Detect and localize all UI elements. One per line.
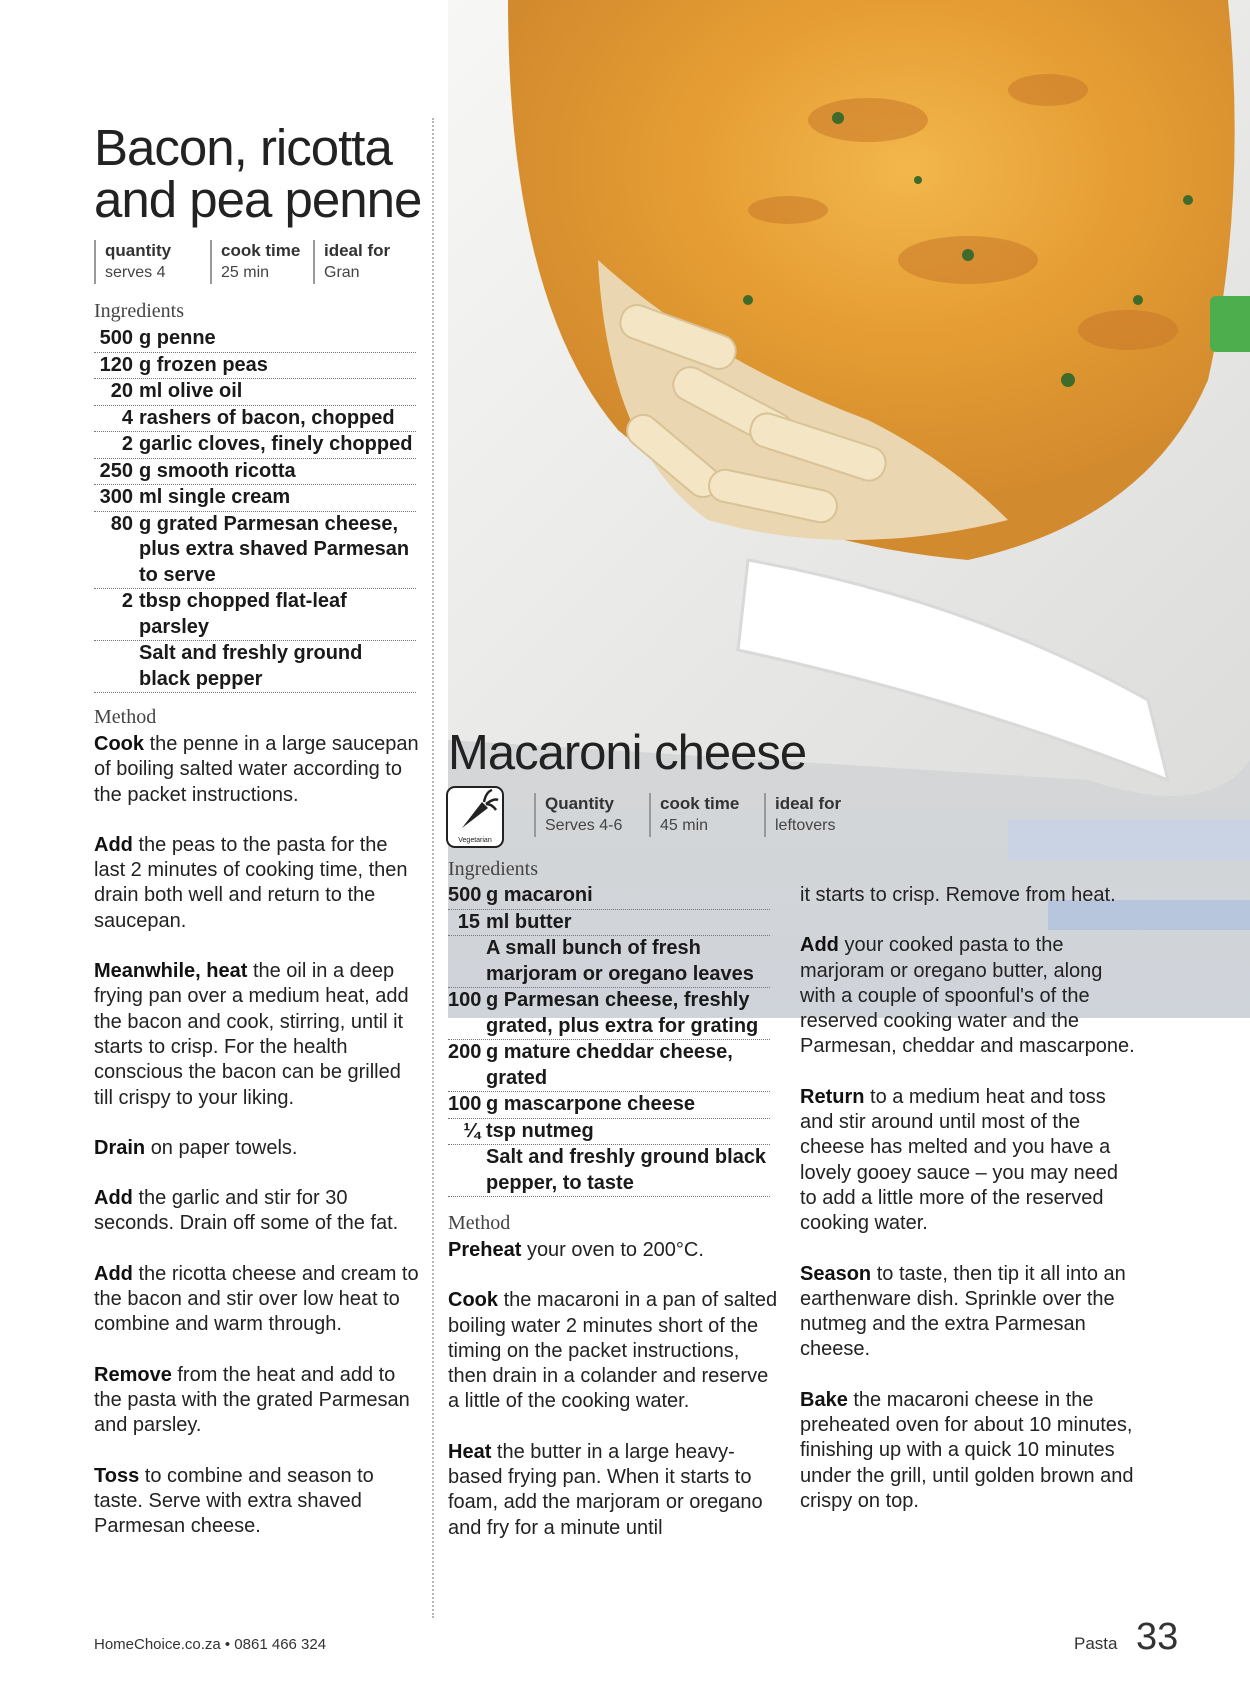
recipe1-meta-cooktime: cook time 25 min [210, 240, 313, 284]
ingredient-item: 200 g mature cheddar cheese, grated [448, 1040, 770, 1092]
method-step: it starts to crisp. Remove from heat. [800, 884, 1116, 906]
ingredient-item: 500 g penne [94, 326, 416, 353]
method-step: Preheat your oven to 200°C. [448, 1239, 704, 1261]
recipe1-ingredients-label: Ingredients [94, 300, 184, 322]
ingredient-item: 120 g frozen peas [94, 353, 416, 380]
recipe1-meta-idealfor: ideal for Gran [313, 240, 413, 284]
method-step: Heat the butter in a large heavy-based frying pan. When it starts to foam, add the marjoram or oregano and fry for a minute until [448, 1440, 763, 1539]
method-step: Bake the macaroni cheese in the preheated oven for about 10 minutes, finishing up with a quick 10 minutes under the grill, until golden brown and crispy on top. [800, 1388, 1134, 1512]
vegetarian-badge: Vegetarian [446, 786, 504, 848]
section-tab [1210, 296, 1250, 352]
recipe1-method-label: Method [94, 706, 157, 728]
ingredient-item: 100 g Parmesan cheese, freshly grated, plus extra for grating [448, 988, 770, 1040]
recipe2-meta-cooktime: cook time 45 min [649, 793, 764, 837]
method-step: Add the garlic and stir for 30 seconds. Drain off some of the fat. [94, 1187, 399, 1235]
recipe2-method-col1 [448, 1238, 778, 1566]
recipe1-ingredients [94, 326, 416, 693]
method-step: Add the ricotta cheese and cream to the bacon and stir over low heat to combine and warm through. [94, 1262, 419, 1336]
ingredient-item: 500 g macaroni [448, 883, 770, 910]
macaroni-photo [448, 0, 1250, 1018]
recipe1-meta [94, 240, 413, 284]
ingredient-item: 15 ml butter [448, 910, 770, 937]
ingredient-item: 4 rashers of bacon, chopped [94, 406, 416, 433]
method-step: Add the peas to the pasta for the last 2 minutes of cooking time, then drain both well and return to the saucepan. [94, 833, 408, 932]
recipe2-meta-idealfor: ideal for leftovers [764, 793, 874, 837]
footer-section-name: Pasta [1074, 1634, 1118, 1653]
ingredient-item: A small bunch of fresh marjoram or oregano leaves [448, 936, 770, 988]
recipe2-ingredients [448, 883, 770, 1197]
recipe2-method-col2 [800, 883, 1140, 1539]
method-step: Meanwhile, heat the oil in a deep frying pan over a medium heat, add the bacon and cook, stirring, until it starts to crisp. For the health conscious the bacon can be grilled till crispy to your liking. [94, 960, 409, 1109]
method-step: Toss to combine and season to taste. Serve with extra shaved Parmesan cheese. [94, 1464, 374, 1538]
recipe2-meta [534, 793, 874, 837]
method-step: Remove from the heat and add to the pasta with the grated Parmesan and parsley. [94, 1363, 410, 1437]
method-step: Cook the macaroni in a pan of salted boiling water 2 minutes short of the timing on the packet instructions, then drain in a colander and reserve a little of the cooking water. [448, 1289, 778, 1413]
ingredient-item: 100 g mascarpone cheese [448, 1092, 770, 1119]
recipe1-method [94, 732, 424, 1564]
recipe2-meta-quantity: Quantity Serves 4-6 [534, 793, 649, 837]
column-divider [432, 118, 434, 1618]
ingredient-item: Salt and freshly ground black pepper [94, 641, 416, 693]
recipe2-method-label: Method [448, 1212, 511, 1234]
recipe2-title: Macaroni cheese [448, 726, 807, 780]
ingredient-item: 80 g grated Parmesan cheese, plus extra shaved Parmesan to serve [94, 512, 416, 590]
footer-contact: HomeChoice.co.za • 0861 466 324 [94, 1636, 327, 1653]
method-step: Drain on paper towels. [94, 1136, 298, 1159]
ingredient-item: 2 garlic cloves, finely chopped [94, 432, 416, 459]
ingredient-item: 2 tbsp chopped flat-leaf parsley [94, 589, 416, 641]
ingredient-item: 250 g smooth ricotta [94, 459, 416, 486]
ingredient-item: ¼ tsp nutmeg [448, 1119, 770, 1146]
page-number: 33 [1136, 1616, 1179, 1658]
recipe2-ingredients-label: Ingredients [448, 858, 538, 880]
method-step: Return to a medium heat and toss and stir around until most of the cheese has melted and you have a lovely gooey sauce – you may need to add a little more of the reserved cooking water. [800, 1085, 1118, 1235]
method-step: Add your cooked pasta to the marjoram or oregano butter, along with a couple of spoonful's of the reserved cooking water and the Parmesan, cheddar and mascarpone. [800, 934, 1135, 1058]
method-step: Season to taste, then tip it all into an earthenware dish. Sprinkle over the nutmeg and the extra Parmesan cheese. [800, 1262, 1126, 1361]
recipe1-title: Bacon, ricotta and pea penne [94, 119, 422, 228]
method-step: Cook the penne in a large saucepan of boiling salted water according to the packet instructions. [94, 733, 419, 806]
ingredient-item: Salt and freshly ground black pepper, to taste [448, 1145, 770, 1197]
ingredient-item: 300 ml single cream [94, 485, 416, 512]
recipe1-meta-quantity: quantity serves 4 [94, 240, 210, 284]
carrot-icon [448, 788, 502, 834]
ingredient-item: 20 ml olive oil [94, 379, 416, 406]
